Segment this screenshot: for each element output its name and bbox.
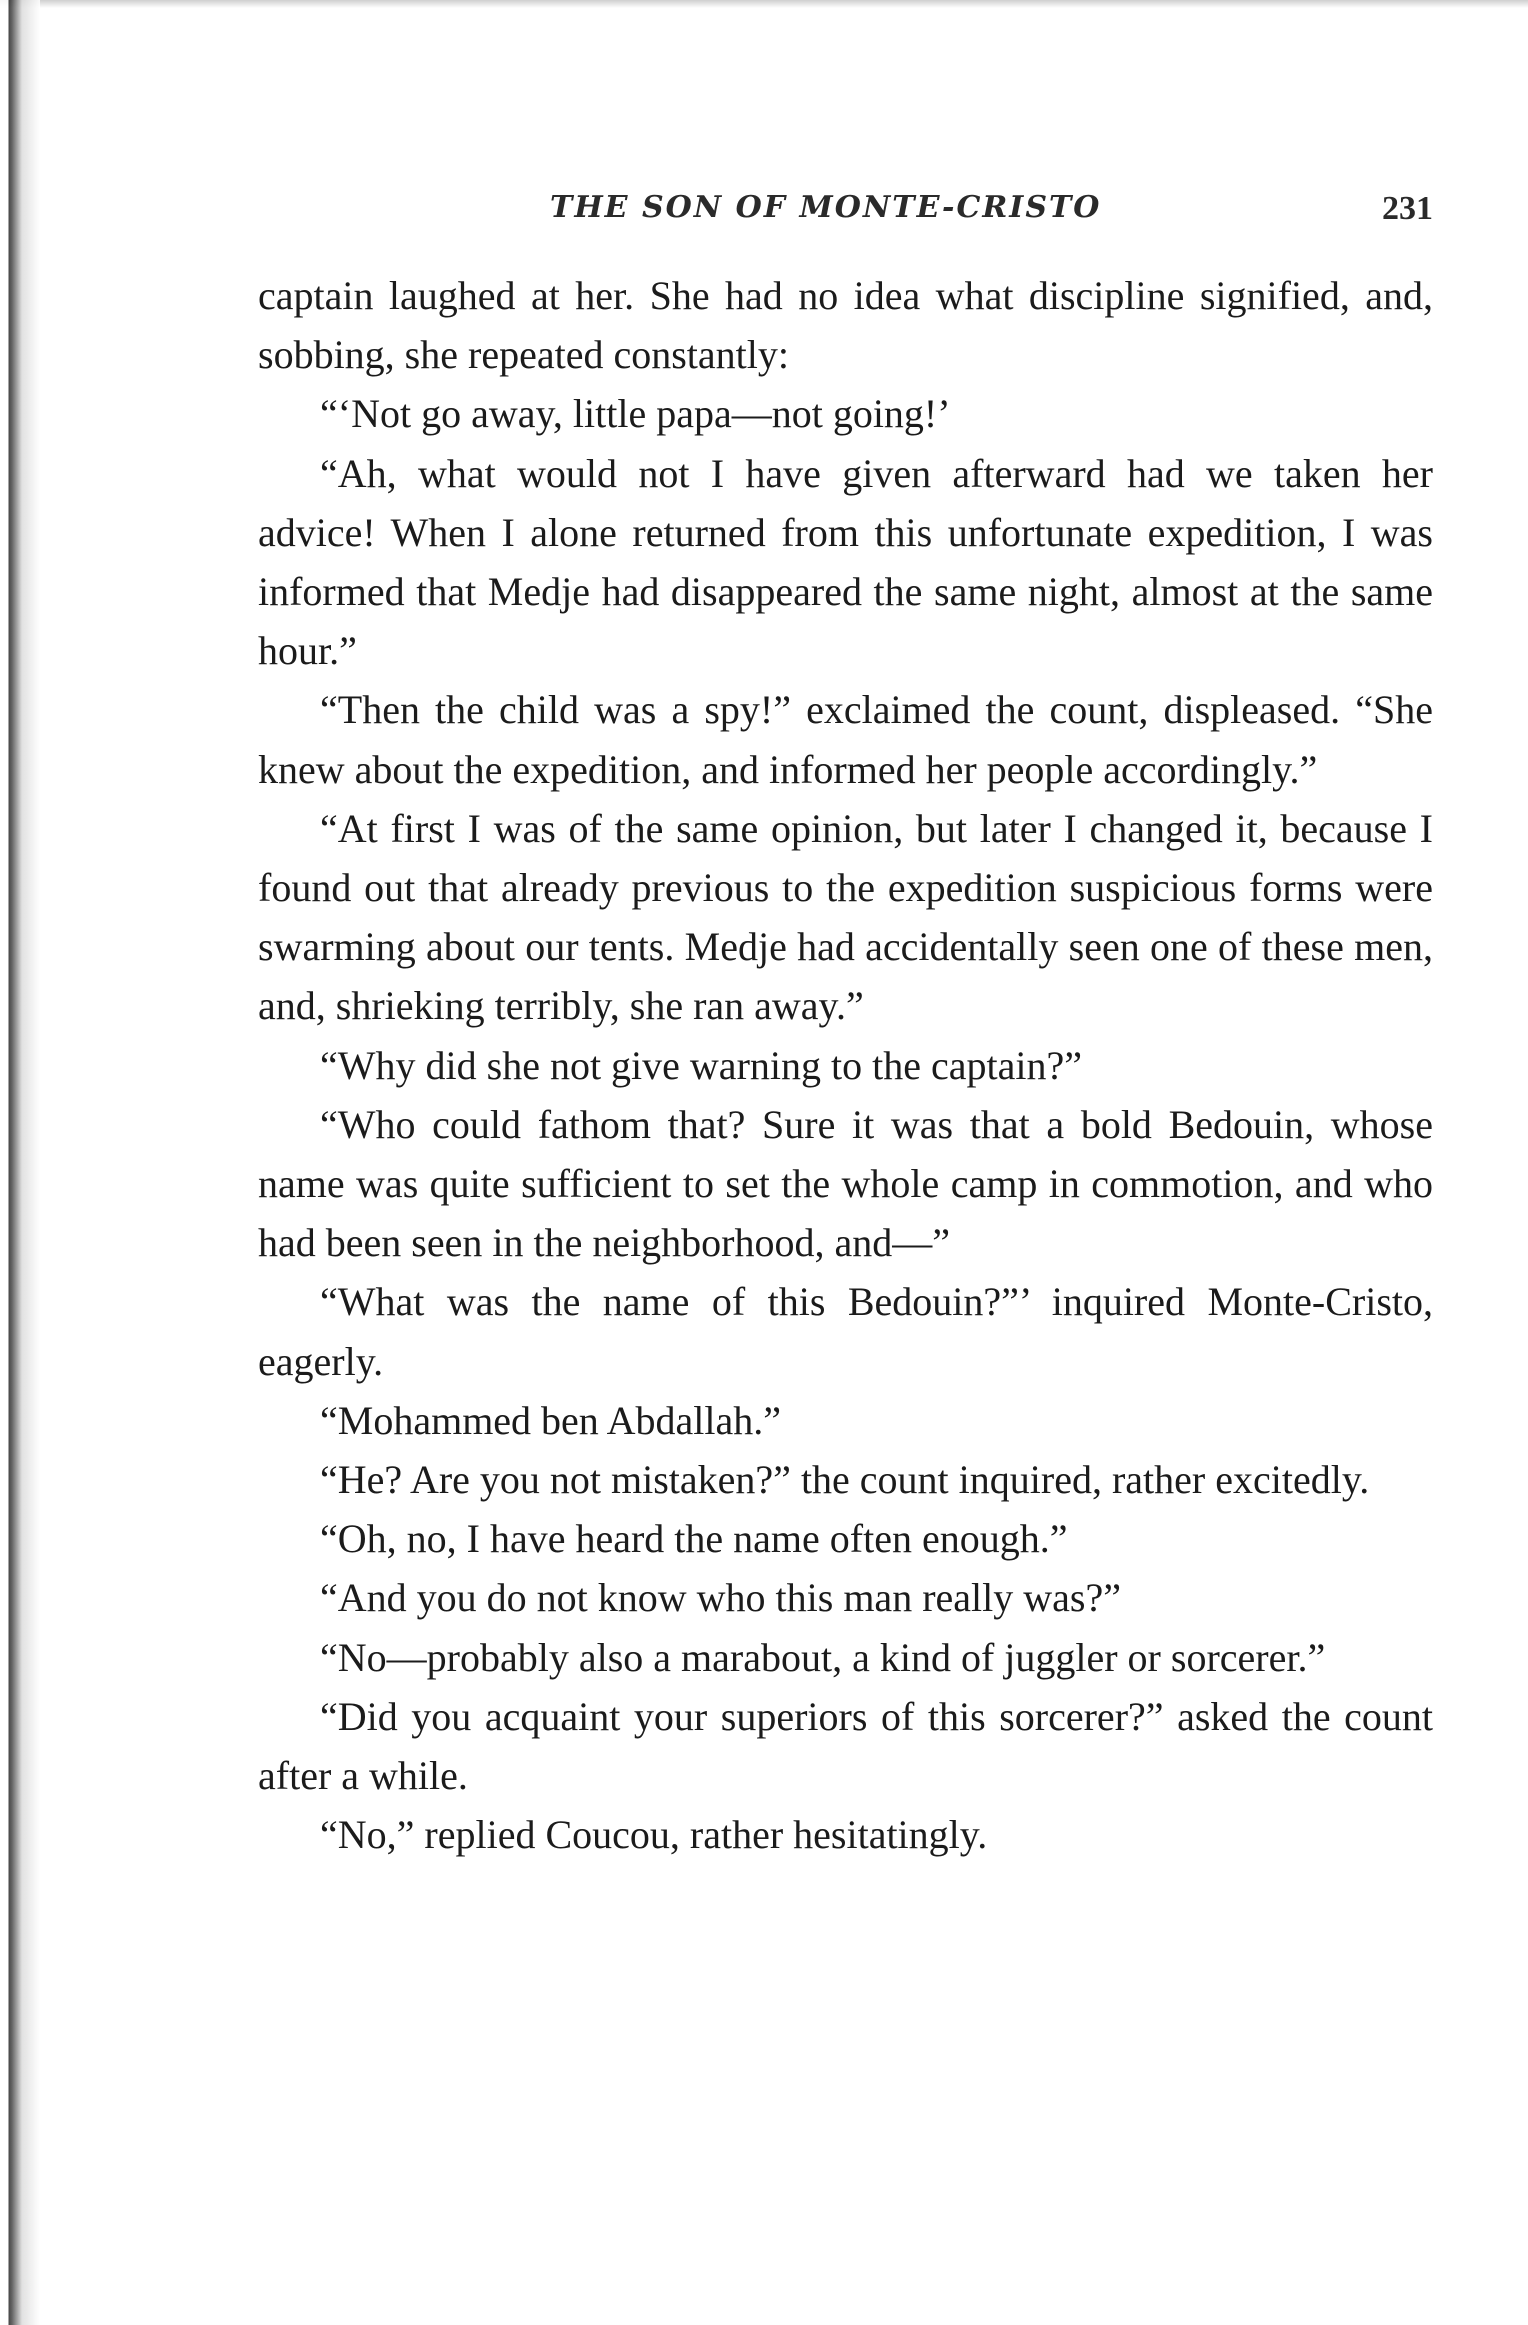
page-binding-edge xyxy=(0,0,40,2325)
paragraph: “Who could fathom that? Sure it was that a bold Bedouin, whose name was quite sufficient to set the whole camp in commotion, and who had been seen in the neighborhood, and—” xyxy=(258,1101,1433,1266)
paragraph: “He? Are you not mistaken?” the count inquired, rather excitedly. xyxy=(320,1457,1370,1503)
paragraph: “Why did she not give warning to the captain?” xyxy=(320,1042,1082,1088)
paragraph: “‘Not go away, little papa—not going!’ xyxy=(320,391,951,437)
body-text xyxy=(258,266,1433,1864)
paragraph: “Oh, no, I have heard the name often enough.” xyxy=(320,1516,1068,1562)
paragraph: “And you do not know who this man really was?” xyxy=(320,1575,1121,1621)
paragraph-continued: captain laughed at her. She had no idea what discipline signified, and, sobbing, she repeated constantly: xyxy=(258,273,1433,378)
paragraph: “Mohammed ben Abdallah.” xyxy=(320,1397,781,1443)
page-top-edge xyxy=(0,0,1528,8)
paragraph: “Did you acquaint your superiors of this sorcerer?” asked the count after a while. xyxy=(258,1693,1433,1799)
page-header xyxy=(258,190,1433,240)
paragraph: “No—probably also a marabout, a kind of juggler or sorcerer.” xyxy=(320,1634,1326,1680)
paragraph: “Ah, what would not I have given afterward had we taken her advice! When I alone returned from this unfortunate expedition, I was informed that Medje had disappeared the same night, almost at the same hour.” xyxy=(258,450,1433,674)
page-number: 231 xyxy=(1382,190,1433,227)
paragraph: “At first I was of the same opinion, but later I changed it, because I found out that already previous to the expedition suspicious forms were swarming about our tents. Medje had accidentally seen one of these men, and, shrieking terribly, she ran away.” xyxy=(258,805,1433,1029)
paragraph: “No,” replied Coucou, rather hesitatingly. xyxy=(320,1812,988,1858)
paragraph: “Then the child was a spy!” exclaimed the count, displeased. “She knew about the expedition, and informed her people accordingly.” xyxy=(258,687,1433,792)
paragraph: “What was the name of this Bedouin?”’ inquired Monte-Cristo, eagerly. xyxy=(258,1279,1433,1384)
running-title: THE SON OF MONTE-CRISTO xyxy=(550,190,1102,225)
